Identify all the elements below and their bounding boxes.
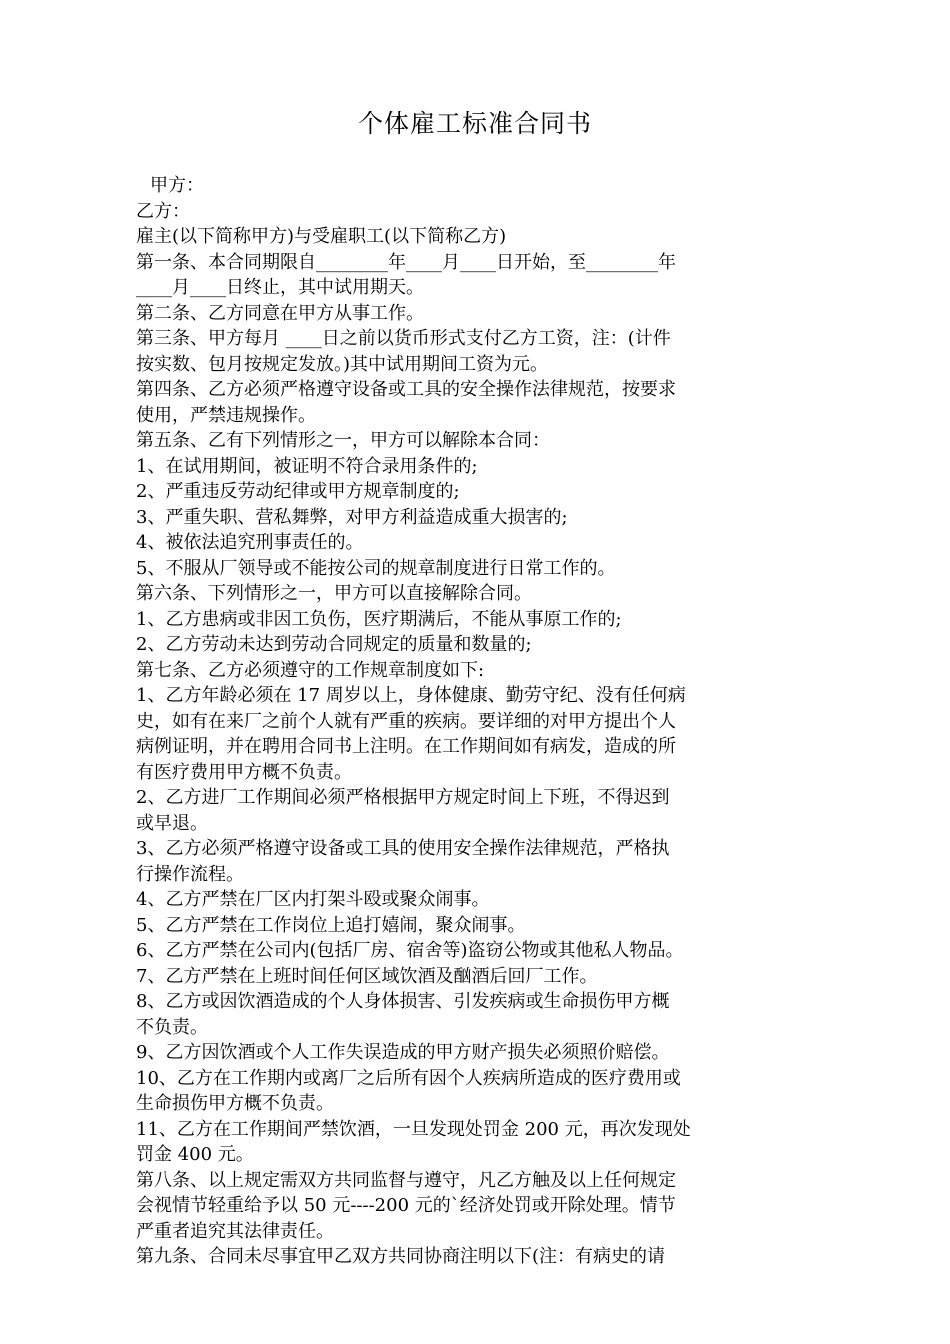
contract-line: 1、乙方年龄必须在 17 周岁以上，身体健康、勤劳守纪、没有任何病 — [136, 685, 686, 706]
contract-line: ____月____日终止，其中试用期天。 — [136, 277, 424, 298]
party-a-label: 甲方： — [150, 175, 204, 196]
contract-line: 史，如有在来厂之前个人就有严重的疾病。要详细的对甲方提出个人 — [136, 710, 676, 732]
contract-line: 雇主(以下简称甲方)与受雇职工(以下简称乙方) — [136, 226, 507, 247]
contract-line: 1、乙方患病或非因工负伤，医疗期满后，不能从事原工作的; — [136, 608, 622, 630]
contract-line: 5、不服从厂领导或不能按公司的规章制度进行日常工作的。 — [136, 557, 616, 579]
contract-line: 罚金 400 元。 — [136, 1144, 254, 1165]
contract-line: 第一条、本合同期限自________年____月____日开始，至________年 — [136, 251, 676, 273]
contract-line: 第二条、乙方同意在甲方从事工作。 — [136, 302, 424, 324]
contract-line: 会视情节轻重给予以 50 元----200 元的`经济处罚或开除处理。情节 — [136, 1195, 676, 1216]
contract-line: 2、乙方进厂工作期间必须严格根据甲方规定时间上下班，不得迟到 — [136, 787, 670, 808]
contract-line: 6、乙方严禁在公司内(包括厂房、宿舍等)盗窃公物或其他私人物品。 — [136, 940, 684, 961]
contract-line: 病例证明，并在聘用合同书上注明。在工作期间如有病发，造成的所 — [136, 736, 676, 757]
contract-line: 5、乙方严禁在工作岗位上追打嬉闹，聚众闹事。 — [136, 914, 526, 936]
contract-line: 第三条、甲方每月 ____日之前以货币形式支付乙方工资，注：(计件 — [136, 328, 671, 349]
contract-line: 8、乙方或因饮酒造成的个人身体损害、引发疾病或生命损伤甲方概 — [136, 991, 670, 1012]
contract-line: 行操作流程。 — [136, 863, 244, 885]
contract-line: 第八条、以上规定需双方共同监督与遵守，凡乙方触及以上任何规定 — [136, 1169, 676, 1191]
contract-line: 2、严重违反劳动纪律或甲方规章制度的; — [136, 481, 460, 502]
contract-line: 严重者追究其法律责任。 — [136, 1220, 334, 1242]
contract-line: 生命损伤甲方概不负责。 — [136, 1093, 334, 1114]
contract-line: 第六条、下列情形之一，甲方可以直接解除合同。 — [136, 583, 532, 604]
contract-line: 2、乙方劳动未达到劳动合同规定的质量和数量的; — [136, 634, 532, 655]
contract-line: 第四条、乙方必须严格遵守设备或工具的安全操作法律规范，按要求 — [136, 379, 676, 400]
contract-line: 使用，严禁违规操作。 — [136, 404, 316, 426]
contract-line: 4、被依法追究刑事责任的。 — [136, 532, 364, 553]
contract-line: 第五条、乙有下列情形之一，甲方可以解除本合同： — [136, 430, 550, 451]
contract-line: 第九条、合同未尽事宜甲乙双方共同协商注明以下(注：有病史的请 — [136, 1246, 666, 1267]
contract-line: 有医疗费用甲方概不负责。 — [136, 761, 352, 783]
contract-line: 10、乙方在工作期内或离厂之后所有因个人疾病所造成的医疗费用或 — [136, 1067, 681, 1089]
contract-line: 或早退。 — [136, 812, 208, 834]
contract-line: 不负责。 — [136, 1016, 208, 1038]
document-title: 个体雇工标准合同书 — [357, 109, 592, 138]
contract-line: 1、在试用期间，被证明不符合录用条件的; — [136, 455, 478, 477]
contract-line: 3、乙方必须严格遵守设备或工具的使用安全操作法律规范，严格执 — [136, 838, 670, 859]
contract-line: 3、严重失职、营私舞弊，对甲方利益造成重大损害的; — [136, 506, 568, 528]
contract-line: 第七条、乙方必须遵守的工作规章制度如下: — [136, 659, 485, 681]
party-b-label: 乙方： — [136, 200, 190, 222]
contract-line: 9、乙方因饮酒或个人工作失误造成的甲方财产损失必须照价赔偿。 — [136, 1042, 670, 1063]
contract-line: 4、乙方严禁在厂区内打架斗殴或聚众闹事。 — [136, 889, 490, 910]
contract-line: 7、乙方严禁在上班时间任何区域饮酒及酗酒后回厂工作。 — [136, 965, 598, 987]
contract-line: 按实数、包月按规定发放。)其中试用期间工资为元。 — [136, 353, 549, 375]
contract-body — [136, 173, 826, 1270]
contract-line: 11、乙方在工作期间严禁饮酒，一旦发现处罚金 200 元，再次发现处 — [136, 1118, 691, 1140]
